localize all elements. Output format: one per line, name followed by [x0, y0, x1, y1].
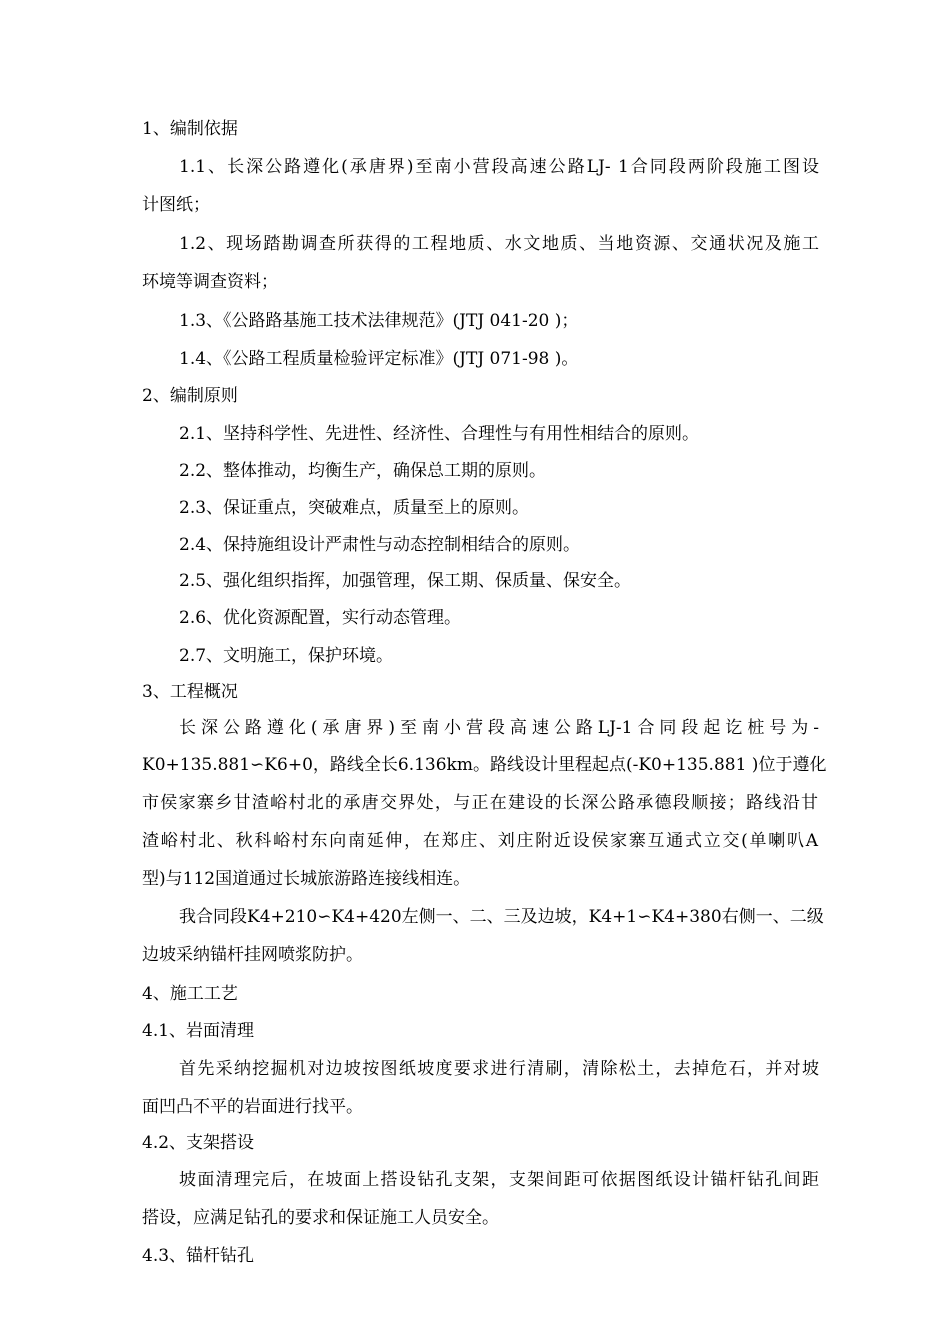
- section-1-heading: 1、编制依据: [142, 119, 238, 139]
- section-3-heading: 3、工程概况: [142, 682, 238, 702]
- item-2-2: 2.2、整体推动，均衡生产，确保总工期的原则。: [179, 461, 547, 481]
- item-1-3: 1.3、《公路路基施工技术法律规范》(JTJ 041-20 )；: [179, 311, 579, 331]
- subsection-4-1-line-1: 首先采纳挖掘机对边坡按图纸坡度要求进行清刷，清除松土，去掉危石，并对坡: [179, 1059, 819, 1079]
- overview-para1-line-5: 型)与112国道通过长城旅游路连接线相连。: [142, 869, 471, 889]
- item-2-3: 2.3、保证重点，突破难点，质量至上的原则。: [179, 498, 530, 518]
- subsection-4-2-heading: 4.2、支架搭设: [142, 1133, 255, 1153]
- item-1-2-line-1: 1.2、现场踏勘调查所获得的工程地质、水文地质、当地资源、交通状况及施工: [179, 234, 819, 254]
- overview-para1-line-1: 长深公路遵化(承唐界)至南小营段高速公路LJ-1合同段起讫桩号为-: [179, 718, 819, 738]
- subsection-4-3-heading: 4.3、锚杆钻孔: [142, 1246, 255, 1266]
- item-2-6: 2.6、优化资源配置，实行动态管理。: [179, 608, 462, 628]
- subsection-4-1-line-2: 面凹凸不平的岩面进行找平。: [142, 1097, 363, 1117]
- subsection-4-2-line-2: 搭设，应满足钻孔的要求和保证施工人员安全。: [142, 1208, 499, 1228]
- item-1-4: 1.4、《公路工程质量检验评定标准》(JTJ 071-98 )。: [179, 349, 579, 369]
- item-1-1-line-2: 计图纸；: [142, 195, 210, 215]
- item-2-1: 2.1、坚持科学性、先进性、经济性、合理性与有用性相结合的原则。: [179, 424, 700, 444]
- overview-para2-line-1: 我合同段K4+210∽K4+420左侧一、二、三及边坡，K4+1∽K4+380右侧一、二级: [179, 907, 824, 927]
- item-2-5: 2.5、强化组织指挥，加强管理，保工期、保质量、保安全。: [179, 571, 632, 591]
- overview-para2-line-2: 边坡采纳锚杆挂网喷浆防护。: [142, 945, 363, 965]
- item-1-1-line-1: 1.1、长深公路遵化(承唐界)至南小营段高速公路LJ- 1合同段两阶段施工图设: [179, 157, 819, 177]
- overview-para1-line-2: K0+135.881∽K6+0，路线全长6.136km。路线设计里程起点(-K0+135.881 )位于遵化: [142, 755, 827, 775]
- item-2-4: 2.4、保持施组设计严肃性与动态控制相结合的原则。: [179, 535, 581, 555]
- item-2-7: 2.7、文明施工，保护环境。: [179, 646, 394, 666]
- subsection-4-1-heading: 4.1、岩面清理: [142, 1021, 255, 1041]
- overview-para1-line-4: 渣峪村北、秋科峪村东向南延伸，在郑庄、刘庄附近设侯家寨互通式立交(单喇叭A: [142, 831, 818, 851]
- section-2-heading: 2、编制原则: [142, 386, 238, 406]
- subsection-4-2-line-1: 坡面清理完后，在坡面上搭设钻孔支架，支架间距可依据图纸设计锚杆钻孔间距: [179, 1170, 819, 1190]
- overview-para1-line-3: 市侯家寨乡甘渣峪村北的承唐交界处，与正在建设的长深公路承德段顺接；路线沿甘: [142, 793, 818, 813]
- section-4-heading: 4、施工工艺: [142, 984, 238, 1004]
- item-1-2-line-2: 环境等调查资料；: [142, 272, 278, 292]
